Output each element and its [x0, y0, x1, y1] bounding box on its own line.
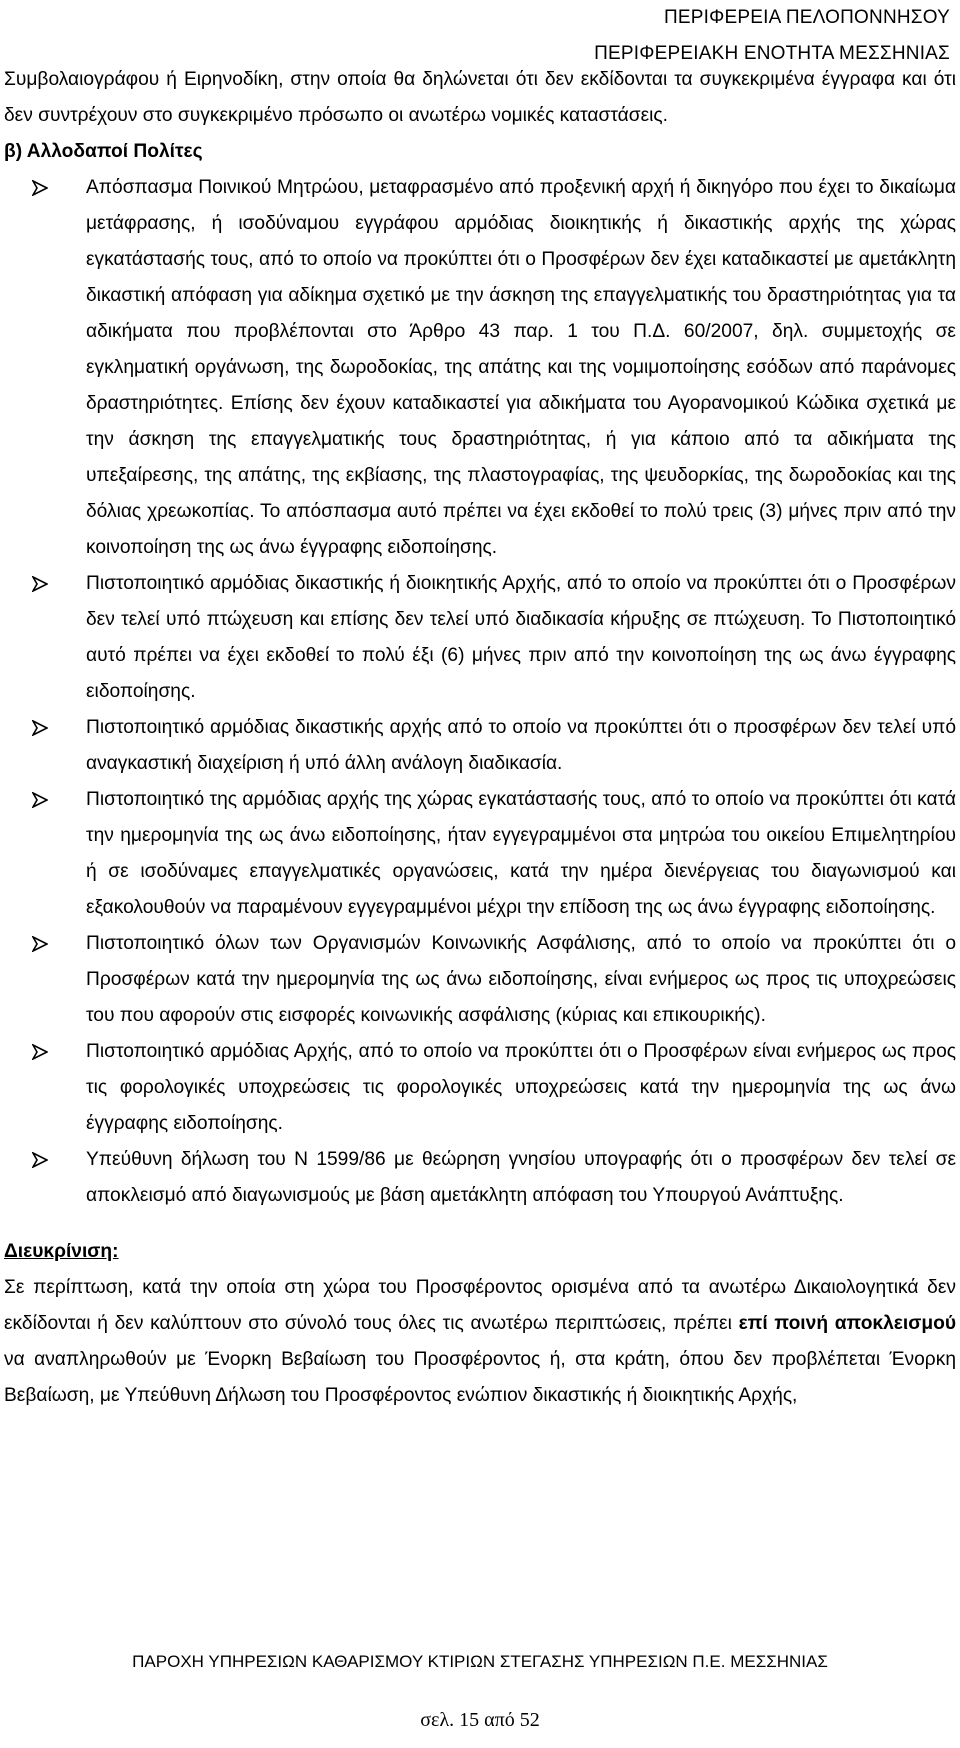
list-item-text: Πιστοποιητικό όλων των Οργανισμών Κοινωνικής Ασφάλισης, από το οποίο να προκύπτει ότι ο Προσφέρων κατά την ημερομηνία της ως άνω ειδοποίησης, είναι ενήμερος ως προς τις υποχρεώσεις του που αφορούν στις εισφορές κοινωνικής ασφάλισης (κύριας και επικουρικής).: [86, 933, 956, 1026]
list-item: [4, 782, 956, 926]
header-unit: ΠΕΡΙΦΕΡΕΙΑΚΗ ΕΝΟΤΗΤΑ ΜΕΣΣΗΝΙΑΣ: [594, 43, 950, 64]
page-number: σελ. 15 από 52: [420, 1709, 540, 1731]
list-item: [4, 1142, 956, 1214]
arrow-bullet-icon: [32, 782, 68, 818]
list-item-text: Απόσπασμα Ποινικού Μητρώου, μεταφρασμένο από προξενική αρχή ή δικηγόρο που έχει το δικαίωμα μετάφρασης, ή ισοδύναμου εγγράφου αρμόδιας διοικητικής ή δικαστικής αρχής της χώρας εγκατάστασής τους, από το οποίο να προκύπτει ότι ο Προσφέρων δεν έχει καταδικαστεί με αμετάκλητη δικαστική απόφαση για αδίκημα σχετικό με την άσκηση της επαγγελματικής του δραστηριότητας για τα αδικήματα που προβλέπονται στο Άρθρο 43 παρ. 1 του Π.Δ. 60/2007, δηλ. συμμετοχής σε εγκληματική οργάνωση, της δωροδοκίας, της απάτης και της νομιμοποίησης εσόδων από παράνομες δραστηριότητες. Επίσης δεν έχουν καταδικαστεί για αδικήματα του Αγορανομικού Κώδικα σχετικά με την άσκηση της επαγγελματικής τους δραστηριότητας, ή για κάποιο από τα αδικήματα της υπεξαίρεσης, της απάτης, της εκβίασης, της πλαστογραφίας, της ψευδορκίας, της δωροδοκίας και της δόλιας χρεωκοπίας. Το απόσπασμα αυτό πρέπει να έχει εκδοθεί το πολύ τρεις (3) μήνες πριν από την κοινοποίηση της ως άνω έγγραφης ειδοποίησης.: [86, 177, 956, 558]
section-heading: β) Αλλοδαποί Πολίτες: [4, 141, 203, 162]
arrow-bullet-icon: [32, 1142, 68, 1178]
list-item: [4, 710, 956, 782]
page-content: [4, 62, 956, 1414]
requirements-list: [4, 170, 956, 1214]
list-item: [4, 1034, 956, 1142]
note-text-before: Σε περίπτωση, κατά την οποία στη χώρα του Προσφέροντος ορισμένα από τα ανωτέρω Δικαιολογητικά δεν εκδίδονται ή δεν καλύπτουν στο σύνολό τους όλες τις ανωτέρω περιπτώσεις, πρέπει: [4, 1277, 956, 1334]
list-item: [4, 566, 956, 710]
list-item: [4, 926, 956, 1034]
section-spacer: [4, 1214, 956, 1234]
list-item: [4, 170, 956, 566]
arrow-bullet-icon: [32, 1034, 68, 1070]
arrow-bullet-icon: [32, 710, 68, 746]
arrow-bullet-icon: [32, 170, 68, 206]
note-text-bold: επί ποινή αποκλεισμού: [738, 1313, 956, 1334]
footer-title: ΠΑΡΟΧΗ ΥΠΗΡΕΣΙΩΝ ΚΑΘΑΡΙΣΜΟΥ ΚΤΙΡΙΩΝ ΣΤΕΓΑΣΗΣ ΥΠΗΡΕΣΙΩΝ Π.Ε. ΜΕΣΣΗΝΙΑΣ: [132, 1652, 828, 1671]
arrow-bullet-icon: [32, 926, 68, 962]
list-item-text: Πιστοποιητικό της αρμόδιας αρχής της χώρας εγκατάστασής τους, από το οποίο να προκύπτει ότι κατά την ημερομηνία της ως άνω ειδοποίησης, ήταν εγγεγραμμένοι στα μητρώα του οικείου Επιμελητηρίου ή σε ισοδύναμες επαγγελματικές οργανώσεις, κατά την ημέρα διενέργειας του διαγωνισμού και εξακολουθούν να παραμένουν εγγεγραμμένοι μέχρι την επίδοση της ως άνω έγγραφης ειδοποίησης.: [86, 789, 956, 918]
note-text-after: να αναπληρωθούν με Ένορκη Βεβαίωση του Προσφέροντος ή, στα κράτη, όπου δεν προβλέπεται Ένορκη Βεβαίωση, με Υπεύθυνη Δήλωση του Προσφέροντος ενώπιον δικαστικής ή διοικητικής Αρχής,: [4, 1349, 956, 1406]
note-paragraph: [4, 1270, 956, 1414]
arrow-bullet-icon: [32, 566, 68, 602]
list-item-text: Πιστοποιητικό αρμόδιας δικαστικής ή διοικητικής Αρχής, από το οποίο να προκύπτει ότι ο Προσφέρων δεν τελεί υπό πτώχευση και επίσης δεν τελεί υπό διαδικασία κήρυξης σε πτώχευση. Το Πιστοποιητικό αυτό πρέπει να έχει εκδοθεί το πολύ έξι (6) μήνες πριν από την κοινοποίηση της ως άνω έγγραφης ειδοποίησης.: [86, 573, 956, 702]
note-title: Διευκρίνιση:: [4, 1241, 119, 1262]
header-region: ΠΕΡΙΦΕΡΕΙΑ ΠΕΛΟΠΟΝΝΗΣΟΥ: [663, 7, 950, 28]
list-item-text: Υπεύθυνη δήλωση του Ν 1599/86 με θεώρηση γνησίου υπογραφής ότι ο προσφέρων δεν τελεί σε αποκλεισμό από διαγωνισμούς με βάση αμετάκλητη απόφαση του Υπουργού Ανάπτυξης.: [86, 1149, 956, 1206]
list-item-text: Πιστοποιητικό αρμόδιας Αρχής, από το οποίο να προκύπτει ότι ο Προσφέρων είναι ενήμερος ως προς τις φορολογικές υποχρεώσεις τις φορολογικές υποχρεώσεις κατά την ημερομηνία της ως άνω έγγραφης ειδοποίησης.: [86, 1041, 956, 1134]
list-item-text: Πιστοποιητικό αρμόδιας δικαστικής αρχής από το οποίο να προκύπτει ότι ο προσφέρων δεν τελεί υπό αναγκαστική διαχείριση ή υπό άλλη ανάλογη διαδικασία.: [86, 717, 956, 774]
intro-paragraph: Συμβολαιογράφου ή Ειρηνοδίκη, στην οποία θα δηλώνεται ότι δεν εκδίδονται τα συγκεκριμένα έγγραφα και ότι δεν συντρέχουν στο συγκεκριμένο πρόσωπο οι ανωτέρω νομικές καταστάσεις.: [4, 69, 956, 126]
